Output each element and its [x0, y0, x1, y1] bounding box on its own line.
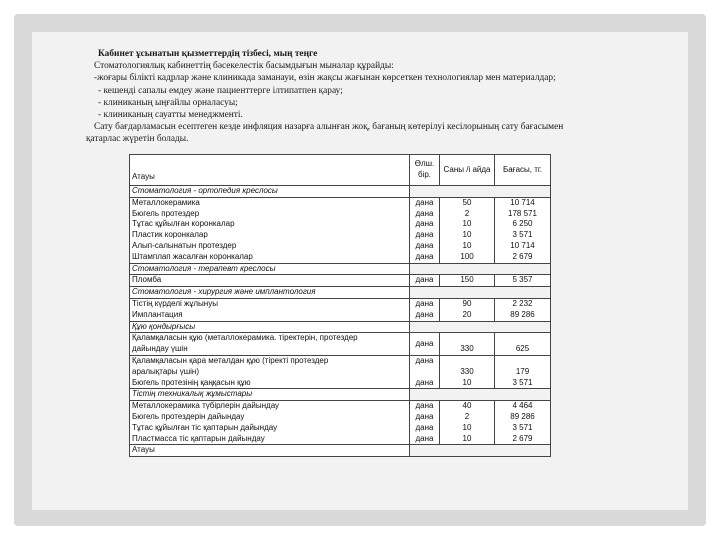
- service-name: Қаламқаласын құю (металлокерамика. тіректерін, протездер: [132, 333, 358, 343]
- header-unit: Өлш. бір.: [410, 155, 440, 186]
- service-name-cont: дайындау үшін: [132, 344, 188, 354]
- section-row: [130, 389, 551, 401]
- unit-value: дана: [415, 401, 434, 411]
- qty-cell: [440, 355, 495, 388]
- qty-value: 10: [462, 422, 472, 432]
- service-name: Металлокерамика: [132, 197, 200, 207]
- service-name: Бюгель протездер: [132, 208, 200, 218]
- qty-value: 50: [462, 197, 472, 207]
- intro-line: - кешенді сапалы емдеу және пациенттерге ілтипатпен қарау;: [98, 85, 343, 96]
- service-name: Бюгель протезінің қаңқасын құю: [132, 377, 251, 387]
- service-name: Алып-салынатын протездер: [132, 240, 237, 250]
- qty-value: 10: [462, 377, 472, 387]
- unit-cell: [410, 298, 440, 321]
- service-name: Қаламқаласын қара металдан құю (тіректі протездер: [132, 355, 329, 365]
- qty-value: 330: [460, 366, 474, 376]
- service-name-cont: аралықтары үшін): [132, 366, 199, 376]
- section-title: Стоматология - ортопедия креслосы: [130, 186, 410, 198]
- qty-value: 10: [462, 433, 472, 443]
- section-title: Стоматология - терапевт креслосы: [130, 263, 410, 275]
- service-name: Пломба: [130, 275, 410, 287]
- table-footer-row: [130, 445, 551, 457]
- intro-line: - клиниканың сауатты менеджменті.: [98, 110, 243, 121]
- unit-value: дана: [415, 309, 434, 319]
- price-value: 3 571: [512, 422, 533, 432]
- table-row: [130, 355, 551, 388]
- table-row: [130, 197, 551, 263]
- price-value: 2 232: [512, 298, 533, 308]
- section-row: [130, 263, 551, 275]
- qty-value: 330: [440, 333, 495, 356]
- qty-cell: [440, 197, 495, 263]
- unit-value: дана: [415, 208, 434, 218]
- price-value: 2 679: [512, 433, 533, 443]
- intro-line: -жоғары білікті кадрлар және клиникада заманауи, өзін жақсы жағынан көрсеткен технологиялар мен материалдар;: [94, 73, 556, 84]
- unit-value: дана: [410, 333, 440, 356]
- table-row: [130, 298, 551, 321]
- service-name: Металлокерамика түбірлерін дайындау: [132, 401, 280, 411]
- price-value: 10 714: [510, 197, 535, 207]
- table-row: [130, 401, 551, 445]
- name-cell: [130, 333, 410, 356]
- service-name: Пластмасса тіс қаптарын дайындау: [132, 433, 265, 443]
- qty-value: 20: [462, 309, 472, 319]
- unit-value: дана: [415, 355, 434, 365]
- price-value: 89 286: [510, 411, 535, 421]
- price-cell: [495, 298, 551, 321]
- qty-cell: [440, 401, 495, 445]
- service-name: Штамплап жасалған коронкалар: [132, 251, 253, 261]
- qty-value: 2: [464, 411, 470, 421]
- unit-value: дана: [415, 422, 434, 432]
- section-row: [130, 321, 551, 333]
- service-name: Тұтас құйылған тіс қаптарын дайындау: [132, 422, 278, 432]
- unit-cell: [410, 355, 440, 388]
- price-value: 5 357: [495, 275, 551, 287]
- price-value: 4 464: [512, 401, 533, 411]
- name-cell: [130, 355, 410, 388]
- intro-line: қатарлас жүретін болады.: [86, 134, 189, 145]
- section-title: Тістің техникалық жұмыстары: [130, 389, 410, 401]
- table-row: [130, 275, 551, 287]
- name-cell: [130, 197, 410, 263]
- intro-line: Стоматологиялық кабинеттің бәсекелестік басымдығын мыналар құрайды:: [94, 61, 394, 72]
- price-cell: [495, 355, 551, 388]
- qty-value: 10: [462, 230, 472, 240]
- header-name: Атауы: [130, 155, 410, 186]
- qty-value: 40: [462, 401, 472, 411]
- price-cell: [495, 197, 551, 263]
- qty-value: 2: [464, 208, 470, 218]
- intro-line: - клиниканың ыңғайлы орналасуы;: [98, 97, 238, 108]
- service-name: Пластик коронкалар: [132, 230, 208, 240]
- header-price: Бағасы, тг.: [495, 155, 551, 186]
- unit-value: дана: [410, 275, 440, 287]
- service-name: Тістің күрделі жұлынуы: [132, 298, 218, 308]
- name-cell: [130, 298, 410, 321]
- qty-cell: [440, 298, 495, 321]
- section-row: [130, 287, 551, 299]
- price-value: 6 250: [512, 219, 533, 229]
- section-title: Құю қондырғысы: [130, 321, 410, 333]
- unit-value: дана: [415, 377, 434, 387]
- unit-value: дана: [415, 219, 434, 229]
- price-value: 3 571: [512, 377, 533, 387]
- unit-value: дана: [415, 240, 434, 250]
- header-qty: Саны /і айда: [440, 155, 495, 186]
- unit-value: дана: [415, 230, 434, 240]
- unit-value: дана: [415, 197, 434, 207]
- qty-value: 10: [462, 240, 472, 250]
- unit-value: дана: [415, 433, 434, 443]
- price-value: 178 571: [508, 208, 537, 218]
- price-cell: [495, 401, 551, 445]
- price-value: 625: [495, 333, 551, 356]
- service-name: Тұтас құйылған коронкалар: [132, 219, 235, 229]
- section-row: [130, 186, 551, 198]
- price-value: 3 571: [512, 230, 533, 240]
- qty-value: 100: [460, 251, 474, 261]
- footer-name: Атауы: [130, 445, 410, 457]
- services-price-table: [129, 154, 551, 457]
- intro-line: Сату бағдарламасын есептеген кезде инфляция назарға алынған жоқ, бағаның көтерілуі кесілорының сату бағасымен: [94, 122, 564, 133]
- price-value: 2 679: [512, 251, 533, 261]
- qty-value: 10: [462, 219, 472, 229]
- intro-title: Кабинет ұсынатын қызметтердің тізбесі, мың теңге: [98, 49, 318, 59]
- name-cell: [130, 401, 410, 445]
- unit-cell: [410, 401, 440, 445]
- table-header-row: [130, 155, 551, 186]
- price-value: 179: [515, 366, 530, 376]
- service-name: Имплантация: [132, 309, 183, 319]
- price-value: 89 286: [510, 309, 535, 319]
- unit-value: дана: [415, 411, 434, 421]
- price-value: 10 714: [510, 240, 535, 250]
- unit-value: дана: [415, 298, 434, 308]
- section-title: Стоматология - хирургия және имплантология: [130, 287, 410, 299]
- unit-cell: [410, 197, 440, 263]
- qty-value: 150: [440, 275, 495, 287]
- service-name: Бюгель протездерін дайындау: [132, 411, 245, 421]
- qty-value: 90: [462, 298, 472, 308]
- table-row: [130, 333, 551, 356]
- unit-value: дана: [415, 251, 434, 261]
- intro-text: [58, 48, 698, 146]
